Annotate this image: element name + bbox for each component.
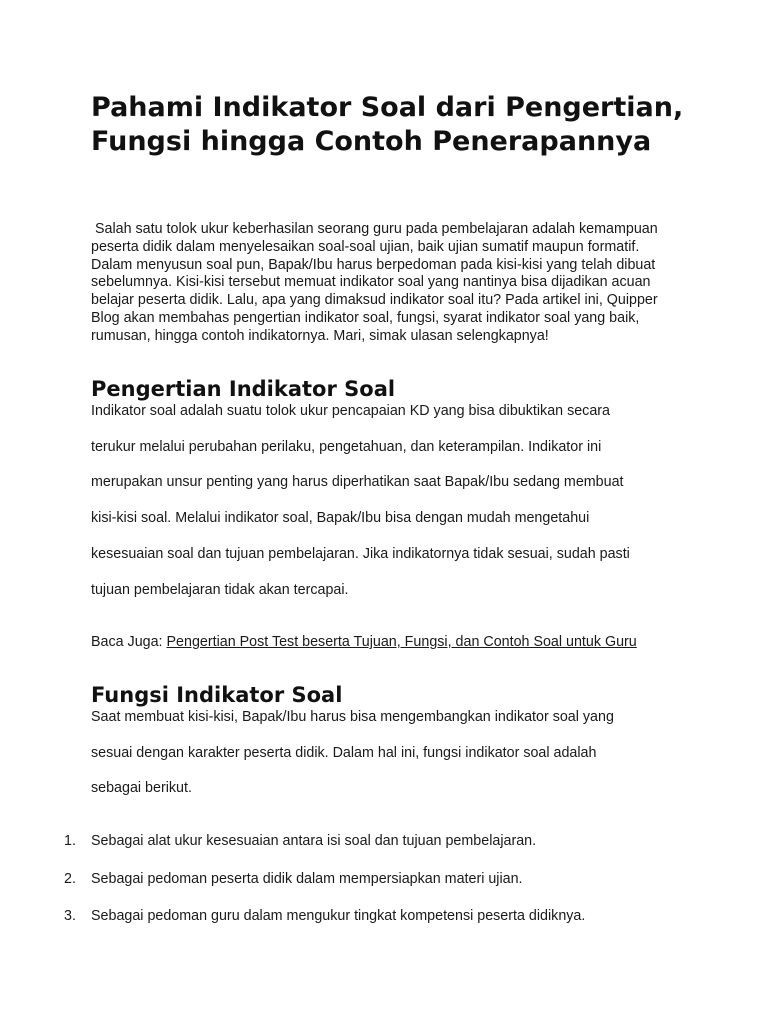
list-text: Sebagai pedoman guru dalam mengukur tingkat kompetensi peserta didiknya. [91,908,586,924]
article-title: Pahami Indikator Soal dari Pengertian, Fungsi hingga Contoh Penerapannya [91,92,684,157]
baca-juga [91,633,637,651]
paragraph-line: sebagai berikut. [91,780,192,797]
list-number: 3. [64,908,76,924]
heading-fungsi: Fungsi Indikator Soal [91,683,343,707]
paragraph-line: tujuan pembelajaran tidak akan tercapai. [91,581,349,598]
intro-paragraph: Salah satu tolok ukur keberhasilan seorang guru pada pembelajaran adalah kemampuan peserta didik dalam menyelesaikan soal-soal ujian, baik ujian sumatif maupun formatif. Dalam menyusun soal pun, Bapak/Ibu harus berpedoman pada kisi-kisi yang telah dibuat sebelumnya. Kisi-kisi tersebut memuat indikator soal yang nantinya bisa dijadikan acuan belajar peserta didik. Lalu, apa yang dimaksud indikator soal itu? Pada artikel ini, Quipper Blog akan membahas pengertian indikator soal, fungsi, syarat indikator soal yang baik, rumusan, hingga contoh indikatornya. Mari, simak ulasan selengkapnya! [91,221,662,344]
list-item [0,907,700,945]
baca-juga-prefix: Baca Juga: [91,634,167,650]
paragraph-line: terukur melalui perubahan perilaku, pengetahuan, dan keterampilan. Indikator ini [91,438,602,455]
paragraph-line: kesesuaian soal dan tujuan pembelajaran. Jika indikatornya tidak sesuai, sudah pasti [91,545,630,562]
fungsi-paragraph [91,700,691,807]
paragraph-line: Saat membuat kisi-kisi, Bapak/Ibu harus bisa mengembangkan indikator soal yang [91,709,614,725]
list-text: Sebagai alat ukur kesesuaian antara isi soal dan tujuan pembelajaran. [91,833,537,849]
list-item [0,832,700,870]
heading-pengertian: Pengertian Indikator Soal [91,377,396,401]
baca-juga-link[interactable]: Pengertian Post Test beserta Tujuan, Fungsi, dan Contoh Soal untuk Guru [166,634,637,650]
list-number: 1. [64,833,76,849]
paragraph-line: sesuai dengan karakter peserta didik. Dalam hal ini, fungsi indikator soal adalah [91,744,597,761]
list-text: Sebagai pedoman peserta didik dalam mempersiapkan materi ujian. [91,870,523,887]
paragraph-line: kisi-kisi soal. Melalui indikator soal, Bapak/Ibu bisa dengan mudah mengetahui [91,510,590,527]
paragraph-line: merupakan unsur penting yang harus diperhatikan saat Bapak/Ibu sedang membuat [91,474,624,491]
fungsi-list [0,832,700,945]
list-number: 2. [64,870,76,887]
pengertian-paragraph [91,394,691,608]
paragraph-line: Indikator soal adalah suatu tolok ukur pencapaian KD yang bisa dibuktikan secara [91,403,610,419]
list-item [0,870,700,908]
